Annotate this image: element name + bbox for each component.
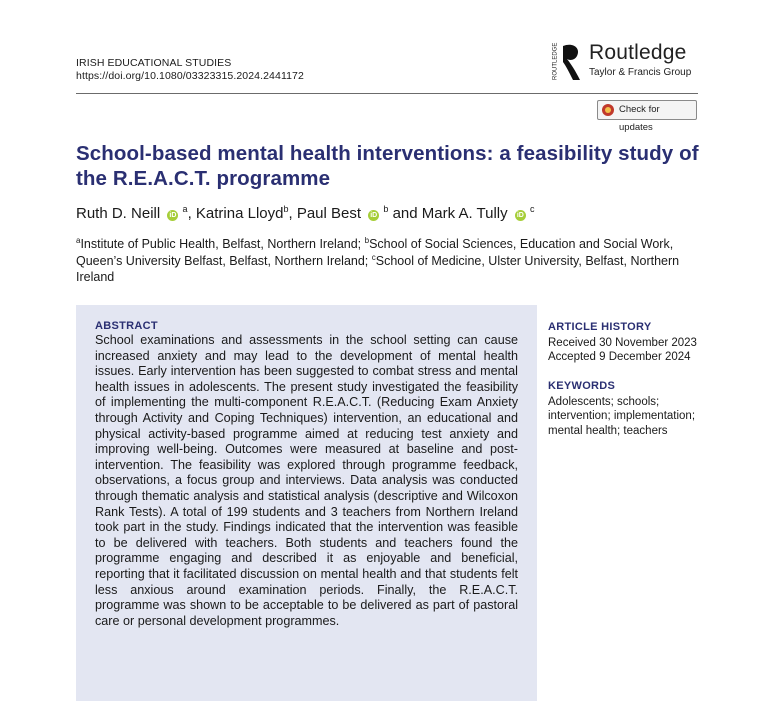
abstract-text: School examinations and assessments in the school setting can cause increased anxiety and may lead to the development of mental health issues. Early intervention has been suggested to combat stress and mental health issues in adolescents. The present study investigated the feasibility of implementing the multi-component R.E.A.C.T. (Reducing Exam Anxiety through Activity and Coping Techniques) intervention, an educational and physical activity-based programme aimed at reducing test anxiety and improving well-being. Outcomes were measured at baseline and post-intervention. The feasibility was explored through programme feedback, observations, a focus group and interviews. Data analysis was conducted through thematic analysis and statistical analysis (descriptive and Wilcoxon Rank Tests). A total of 199 students and 3 teachers from Northern Ireland took part in the study. Findings indicated that the intervention was feasible to be delivered with teachers. Both students and teachers found the programme engaging and described it as enjoyable and beneficial, reporting that it facilitated discussion on mental health and that students felt less anxious around examination periods. Finally, the R.E.A.C.T. programme was shown to be acceptable to be delivered as part of pastoral care or personal development programmes. (95, 333, 518, 628)
check-for-updates-button[interactable] (597, 100, 697, 133)
publisher-name: Routledge (589, 41, 687, 64)
author-name[interactable]: Ruth D. Neill (76, 205, 161, 222)
author-affiliation-mark: b (383, 204, 389, 214)
orcid-icon[interactable]: iD (516, 212, 524, 219)
keywords-text: Adolescents; schools; intervention; implementation; mental health; teachers (548, 395, 696, 437)
author-affiliation-mark: a (182, 204, 188, 214)
article-title: School-based mental health interventions: a feasibility study of the R.E.A.C.T. programme (76, 142, 699, 190)
article-history (548, 320, 718, 365)
author-separator: , (187, 205, 192, 222)
author-name[interactable]: Katrina Lloyd (195, 205, 284, 222)
journal-doi-link[interactable]: https://doi.org/10.1080/03323315.2024.2441172 (76, 70, 304, 82)
journal-name: IRISH EDUCATIONAL STUDIES (76, 57, 232, 69)
keywords-heading: KEYWORDS (548, 380, 616, 392)
journal-header (76, 57, 304, 83)
header-divider (76, 93, 698, 94)
affiliation-text: Institute of Public Health, Belfast, Northern Ireland; (80, 237, 365, 251)
publisher-group: Taylor & Francis Group (589, 67, 692, 78)
author-affiliation-mark: c (529, 204, 535, 214)
orcid-icon[interactable]: iD (370, 212, 378, 219)
abstract-heading: ABSTRACT (95, 320, 158, 332)
routledge-logo-icon (551, 42, 583, 82)
keywords (548, 379, 708, 438)
publisher-logo (551, 40, 701, 84)
affiliations (76, 236, 700, 286)
orcid-icon[interactable]: iD (169, 212, 177, 219)
author-separator: , (288, 205, 293, 222)
author-affiliation-mark: b (283, 204, 289, 214)
author-name[interactable]: Mark A. Tully (421, 205, 508, 222)
author-name[interactable]: Paul Best (296, 205, 362, 222)
affiliation-mark: a (76, 235, 81, 245)
affiliation-text: School of Medicine, Ulster University, Belfast, Northern Ireland (76, 253, 680, 284)
affiliation-text: School of Social Sciences, Education and Social Work, Queen’s University Belfast, Belfast, Northern Ireland; (76, 237, 674, 268)
check-for-updates-label: Check for updates (619, 104, 660, 133)
crossmark-icon (602, 104, 614, 116)
affiliation-mark: c (371, 252, 376, 262)
author-list (76, 204, 534, 224)
accepted-date: Accepted 9 December 2024 (548, 351, 691, 363)
affiliation-mark: b (364, 235, 370, 245)
received-date: Received 30 November 2023 (548, 336, 697, 349)
abstract-box (76, 305, 537, 701)
author-and: and (392, 205, 418, 222)
article-history-heading: ARTICLE HISTORY (548, 321, 652, 333)
publisher-side-text: ROUTLEDGE (552, 42, 559, 80)
